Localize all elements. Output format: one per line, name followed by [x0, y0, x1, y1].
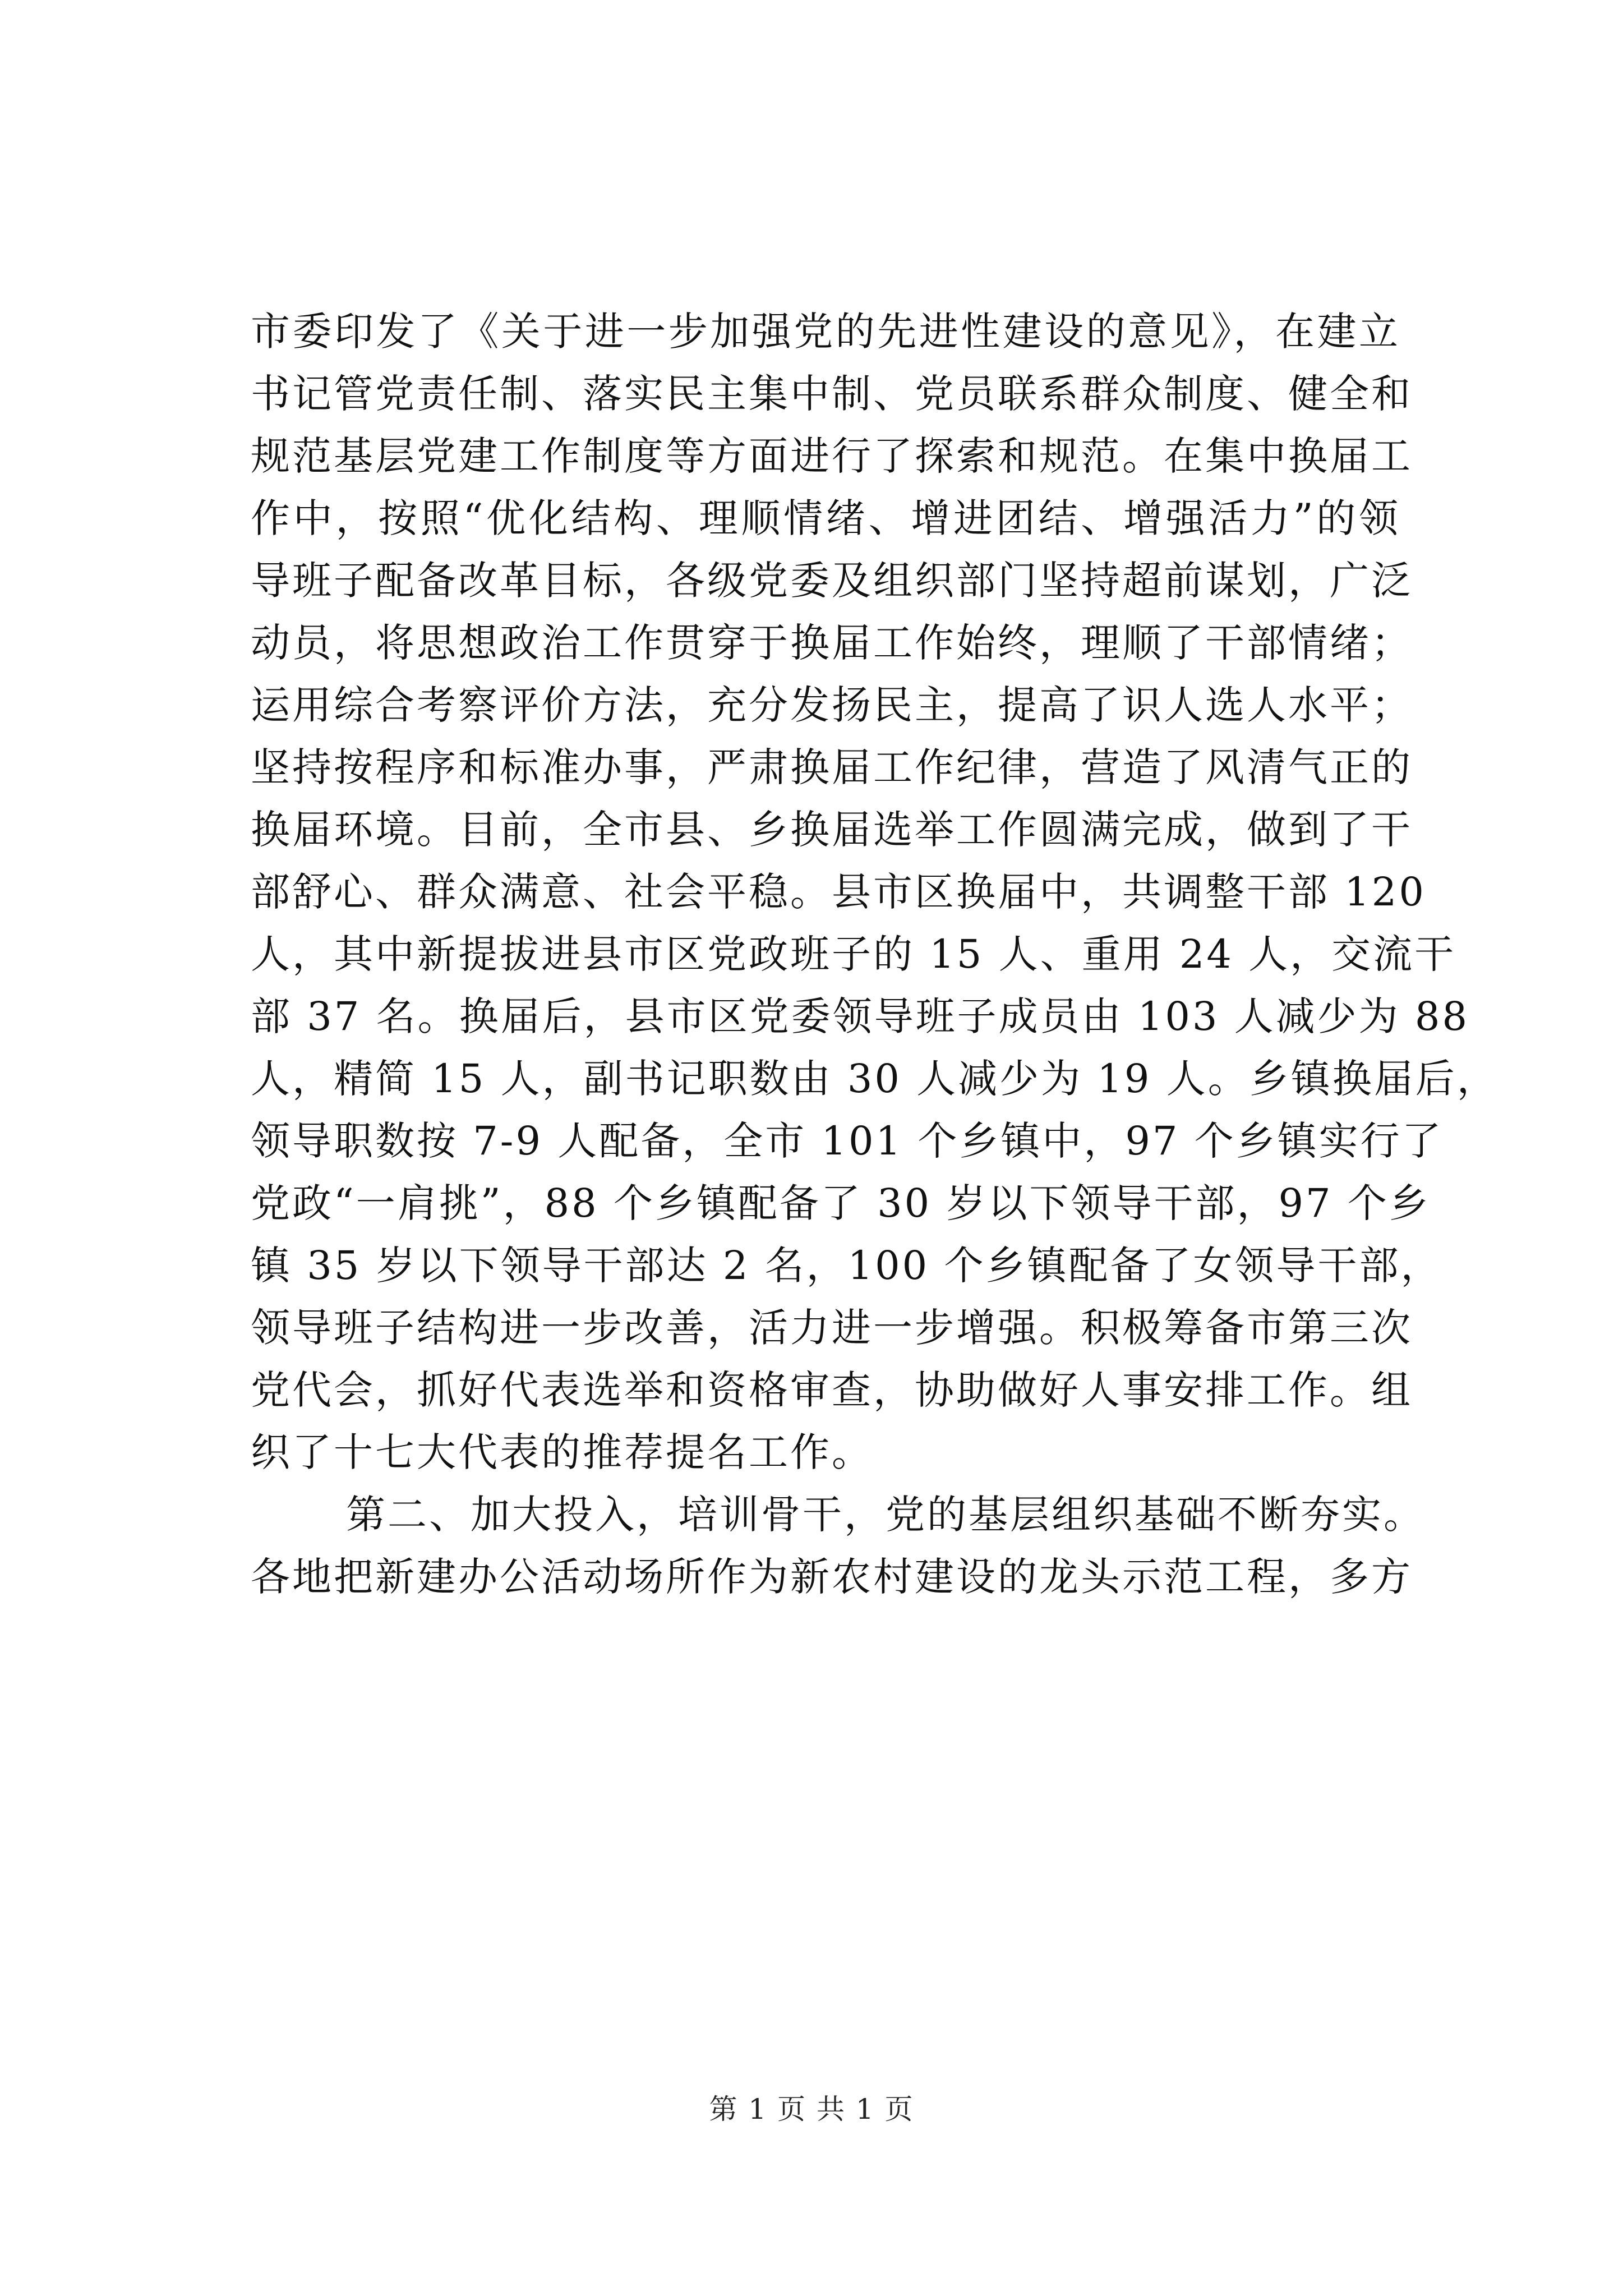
text-line: 书记管党责任制、落实民主集中制、党员联系群众制度、健全和 — [251, 371, 1413, 417]
text-line: 领导职数按 7-9 人配备，全市 101 个乡镇中，97 个乡镇实行了 — [251, 1118, 1444, 1164]
text-line: 人，其中新提拔进县市区党政班子的 15 人、重用 24 人，交流干 — [251, 931, 1456, 977]
text-line: 坚持按程序和标准办事，严肃换届工作纪律，营造了风清气正的 — [251, 744, 1413, 790]
document-body — [251, 301, 1498, 1608]
text-line: 领导班子结构进一步改善，活力进一步增强。积极筹备市第三次 — [251, 1305, 1413, 1351]
text-line: 部舒心、群众满意、社会平稳。县市区换届中，共调整干部 120 — [251, 869, 1426, 915]
text-line: 导班子配备改革目标，各级党委及组织部门坚持超前谋划，广泛 — [251, 558, 1413, 604]
text-line: 织了十七大代表的推荐提名工作。 — [251, 1429, 873, 1475]
text-line: 党代会，抓好代表选举和资格审查，协助做好人事安排工作。组 — [251, 1367, 1413, 1413]
text-line: 换届环境。目前，全市县、乡换届选举工作圆满完成，做到了干 — [251, 807, 1413, 853]
text-line: 党政“一肩挑”，88 个乡镇配备了 30 岁以下领导干部，97 个乡 — [251, 1180, 1431, 1226]
text-line: 动员，将思想政治工作贯穿于换届工作始终，理顺了干部情绪； — [251, 620, 1413, 666]
text-line: 运用综合考察评价方法，充分发扬民主，提高了识人选人水平； — [251, 682, 1413, 728]
text-line: 各地把新建办公活动场所作为新农村建设的龙头示范工程，多方 — [251, 1554, 1413, 1600]
text-line: 镇 35 岁以下领导干部达 2 名，100 个乡镇配备了女领导干部， — [251, 1243, 1442, 1289]
page-footer: 第 1 页 共 1 页 — [709, 2093, 914, 2125]
text-line: 规范基层党建工作制度等方面进行了探索和规范。在集中换届工 — [251, 433, 1413, 479]
text-line: 作中，按照“优化结构、理顺情绪、增进团结、增强活力”的领 — [251, 495, 1400, 541]
text-line: 市委印发了《关于进一步加强党的先进性建设的意见》，在建立 — [251, 309, 1400, 355]
text-line: 人，精简 15 人，副书记职数由 30 人减少为 19 人。乡镇换届后， — [251, 1056, 1498, 1102]
paragraph-start-line: 第二、加大投入，培训骨干，党的基层组织基础不断夯实。 — [346, 1492, 1425, 1538]
text-line: 部 37 名。换届后，县市区党委领导班子成员由 103 人减少为 88 — [251, 993, 1470, 1039]
